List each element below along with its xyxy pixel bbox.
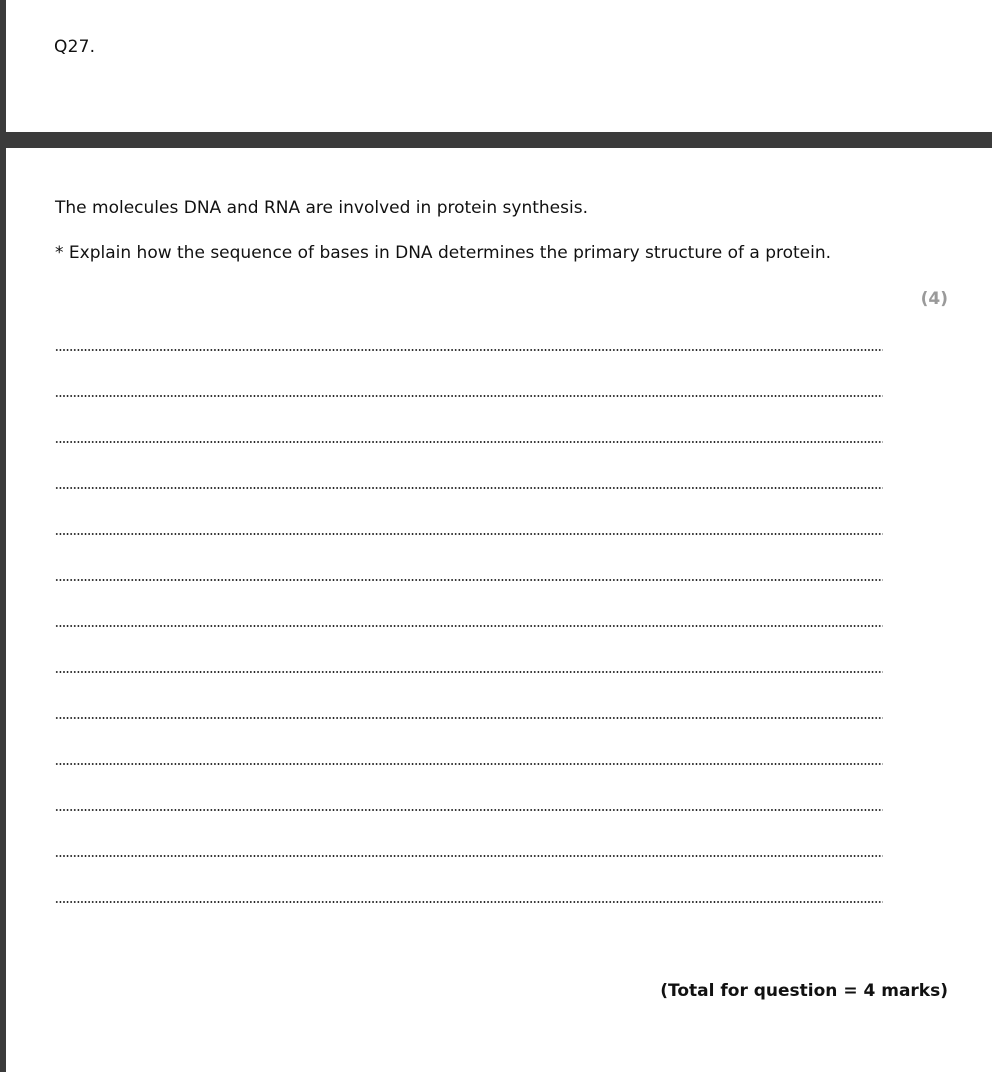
answer-line[interactable] <box>55 395 883 397</box>
question-header <box>6 0 992 132</box>
answer-line[interactable] <box>55 533 883 535</box>
answer-line[interactable] <box>55 349 883 351</box>
answer-line[interactable] <box>55 671 883 673</box>
answer-line[interactable] <box>55 625 883 627</box>
answer-line[interactable] <box>55 717 883 719</box>
question-number: Q27. <box>54 37 96 57</box>
answer-line[interactable] <box>55 809 883 811</box>
answer-line[interactable] <box>55 579 883 581</box>
left-border <box>0 0 6 1072</box>
answer-line[interactable] <box>55 855 883 857</box>
answer-line[interactable] <box>55 487 883 489</box>
section-divider <box>6 132 992 148</box>
question-stem: The molecules DNA and RNA are involved in protein synthesis. <box>55 198 588 218</box>
answer-area[interactable] <box>55 349 883 947</box>
answer-line[interactable] <box>55 763 883 765</box>
answer-line[interactable] <box>55 441 883 443</box>
total-marks: (Total for question = 4 marks) <box>660 981 948 1001</box>
answer-line[interactable] <box>55 901 883 903</box>
question-prompt: * Explain how the sequence of bases in DNA determines the primary structure of a protein. <box>55 243 832 263</box>
marks-available: (4) <box>920 289 948 309</box>
